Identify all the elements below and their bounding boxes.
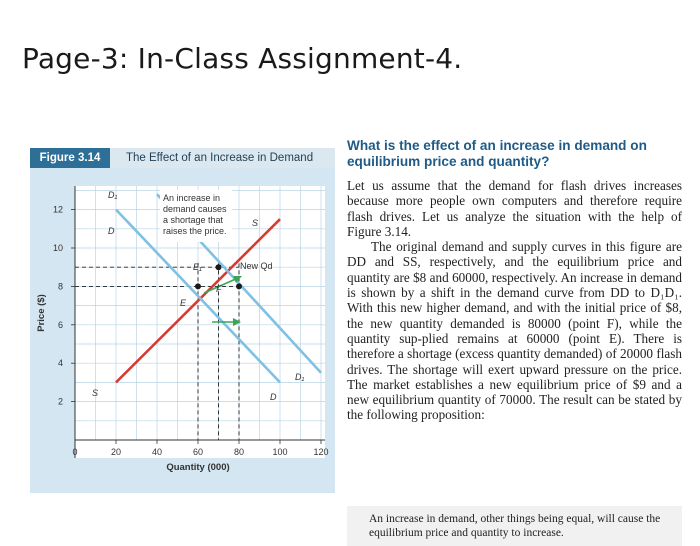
y-tick-label-6: 6 [57,319,63,330]
annotation-line-2: demand causes [163,204,227,214]
label-d-top: D [108,226,115,236]
y-tick-label-10: 10 [52,243,63,253]
figure-caption: The Effect of an Increase in Demand [126,152,314,164]
label-e1: E₁ [193,262,202,272]
annotation-line-4: raises the price. [163,226,227,236]
y-tick-label-12: 12 [52,204,63,215]
y-tick-label-4: 4 [57,358,63,369]
label-d1-bottom: D₁ [295,372,305,382]
x-tick-label-100: 100 [272,447,288,457]
x-tick-label-80: 80 [233,447,245,457]
question-heading: What is the effect of an increase in demand on equilibrium price and quantity? [347,138,647,169]
paragraph-2: The original demand and supply curves in this figure are DD and SS, respectively, and the equilibrium price and quantity are $8 and 60000, respectively. An increase in demand is shown by a shift in the demand curve from DD to D₁D₁. With this new higher demand, and with the initial price of $8, the new quantity demanded is 80000 (point F), while the quantity sup-plied remains at 60000 (point E). There is therefore a shortage (excess quantity demanded) of 20000 flash drives. The shortage will exert upward pressure on the price. The market establishes a new equilibrium price of $9 and a new equilibrium quantity of 70000. The result can be stated by the following proposition: [347,239,682,423]
x-tick-label-60: 60 [192,447,204,457]
y-tick-label-8: 8 [57,281,63,292]
label-new-qd: New Qd [240,261,273,271]
x-tick-label-0: 0 [72,447,78,457]
x-tick-label-120: 120 [313,447,329,457]
proposition-text: An increase in demand, other things being equal, will cause the equilibrium price and quantity to increase. [369,513,661,539]
label-e: E [180,298,187,308]
label-f: F [216,284,222,294]
figure-number: Figure 3.14 [30,148,110,168]
label-s-bottom: S [92,388,99,398]
page-title: Page-3: In-Class Assignment-4. [22,42,463,75]
paragraph-1: Let us assume that the demand for flash drives increases because more people own computers and therefore require flash drives. Let us analyze the situation with the help of Figure 3.14. [347,178,682,239]
proposition-box [347,506,682,546]
annotation-line-3: a shortage that [163,215,224,225]
point-e1 [216,264,222,270]
label-d1-top: D₁ [108,190,118,200]
point-f [236,283,242,289]
figure-header [30,148,335,169]
point-e [195,283,201,289]
label-s-top: S [252,218,259,228]
annotation-line-1: An increase in [163,193,221,203]
y-tick-label-2: 2 [57,396,63,407]
body-text [347,178,682,423]
explanation-column [347,138,682,423]
label-d-bottom: D [270,392,277,402]
y-axis-title: Price ($) [36,294,47,332]
x-axis-title: Quantity (000) [166,462,230,473]
demand-shift-chart [30,168,335,493]
x-tick-label-40: 40 [151,447,163,457]
x-tick-label-20: 20 [110,447,122,457]
